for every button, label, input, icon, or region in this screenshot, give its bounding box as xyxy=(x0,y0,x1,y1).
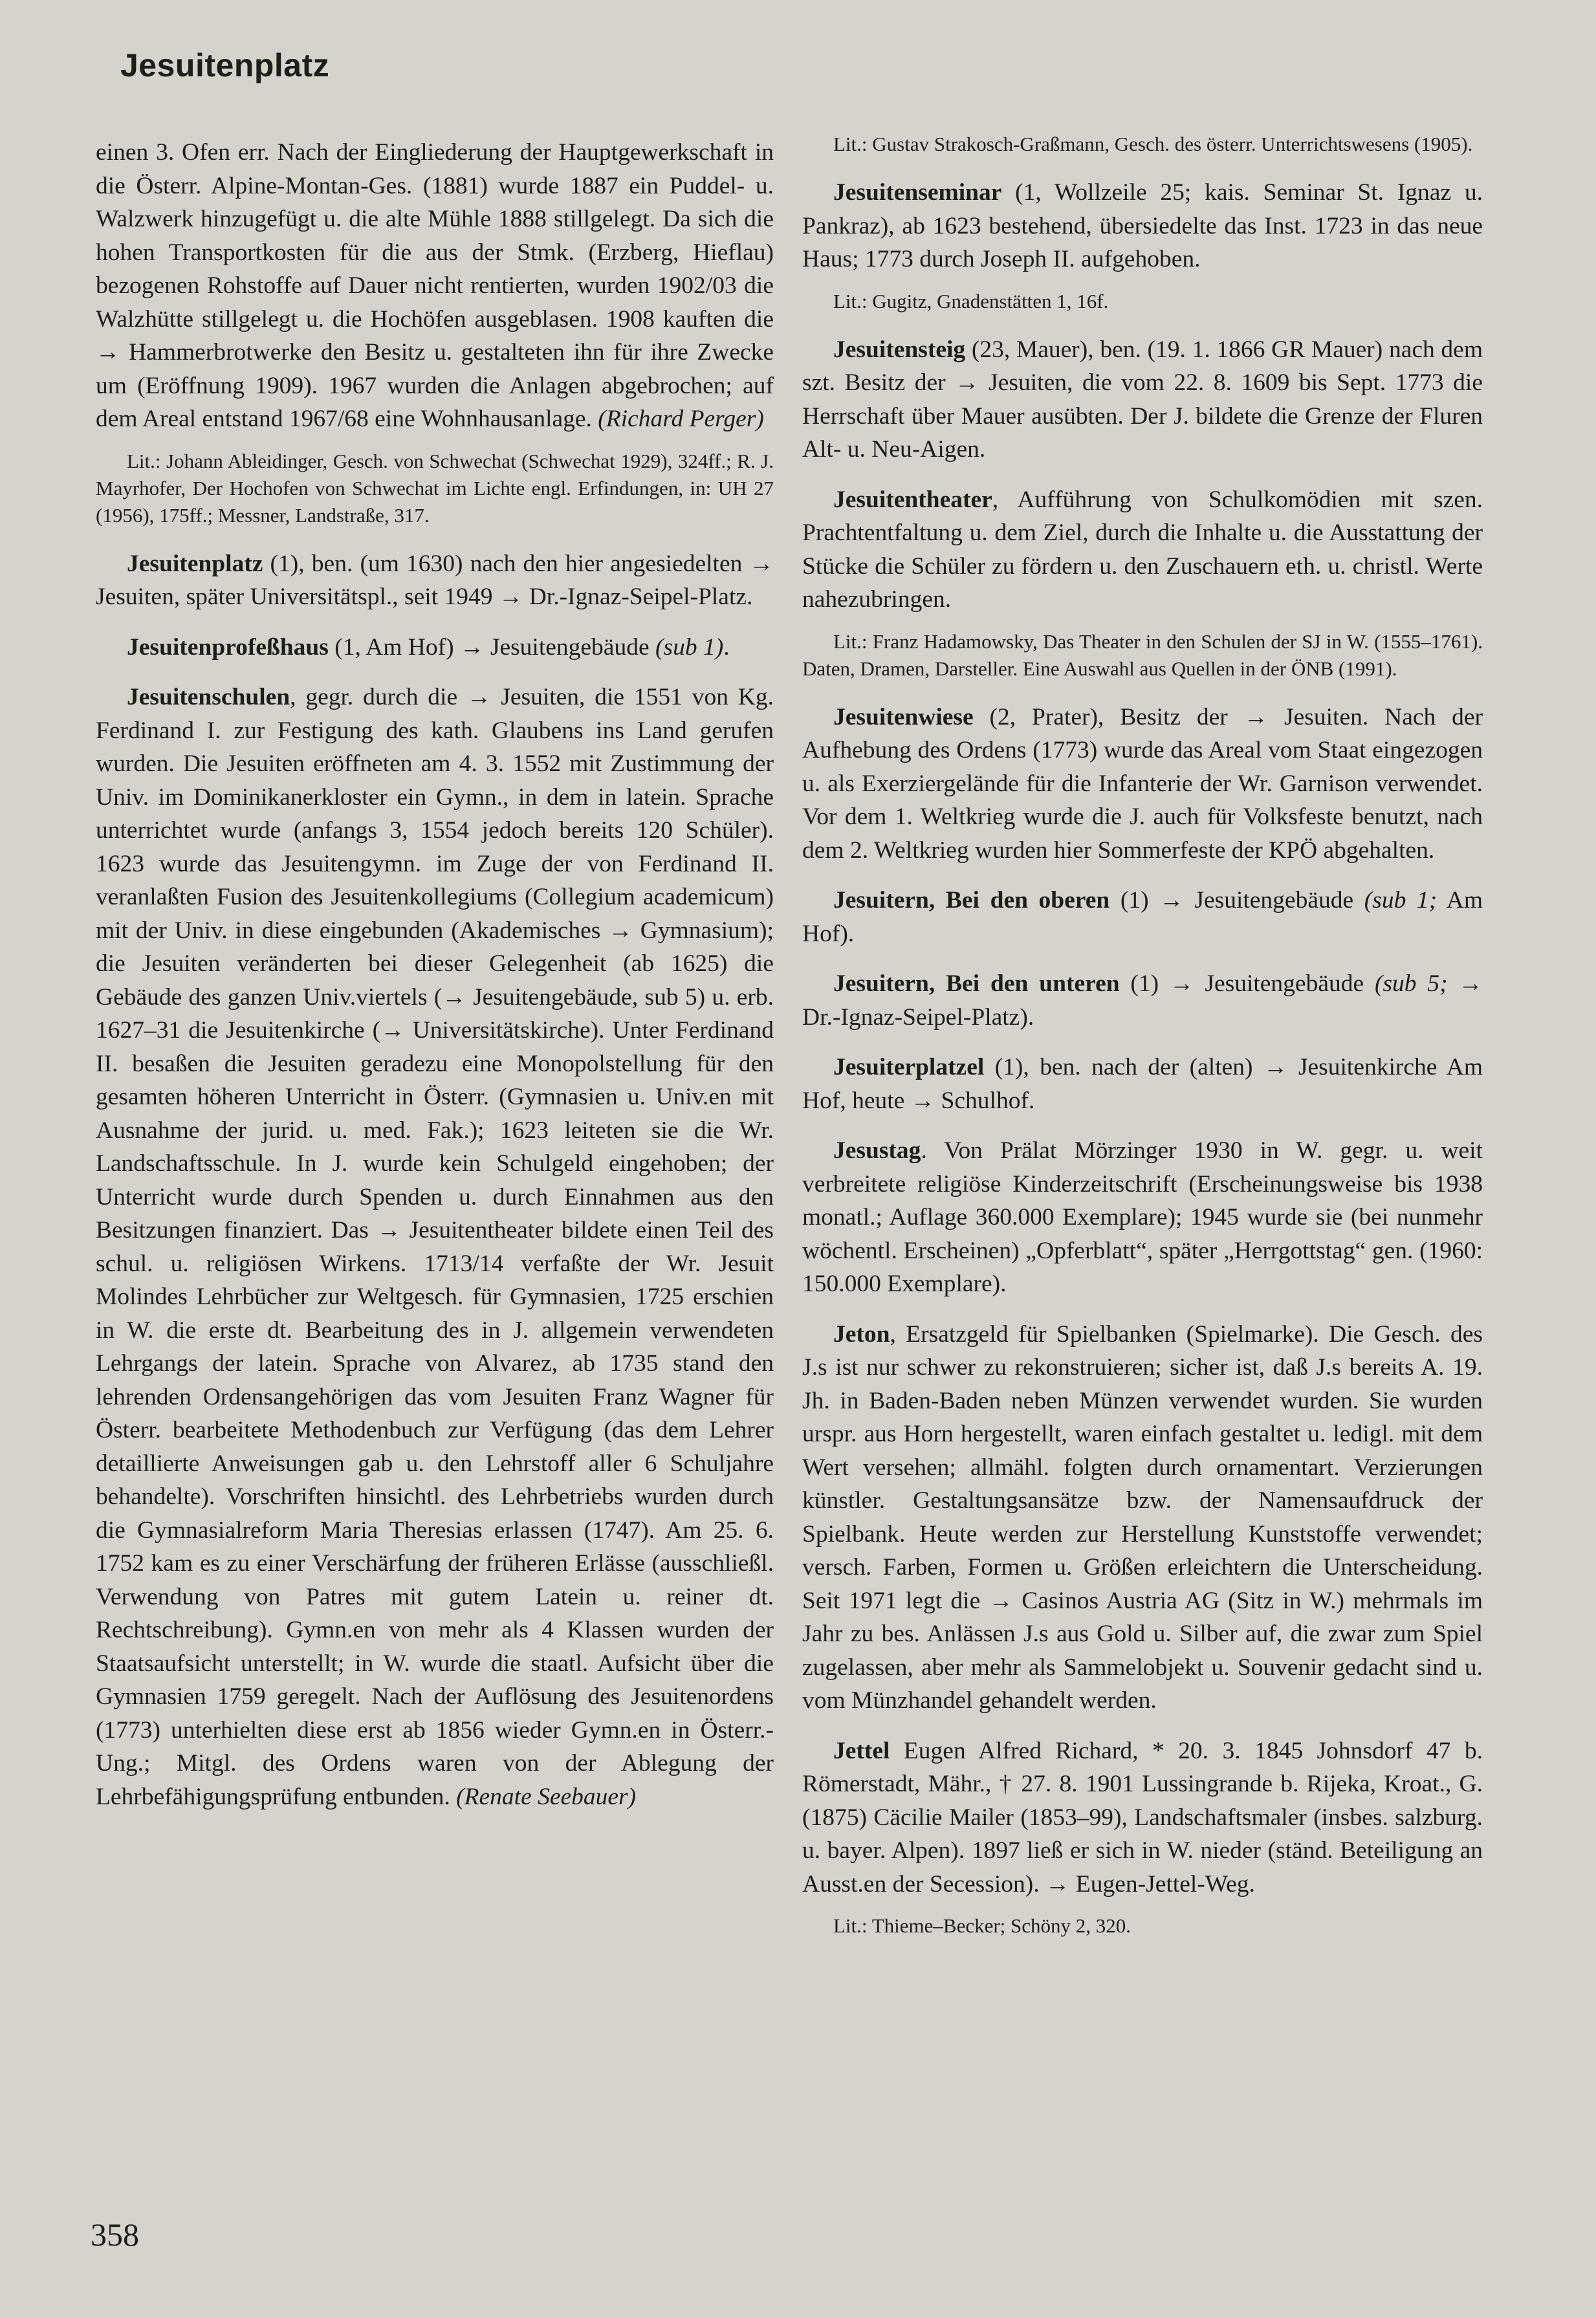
entry-text: (1, Am Hof) → Jesuitengebäude xyxy=(328,633,655,661)
entry-text: (1, Wollzeile 25; kais. Seminar St. Ignaz u. Pankraz), ab 1623 bestehend, übersiedelte das Inst. 1723 in das neue Haus; 1773 durch Joseph II. aufgehoben. xyxy=(802,179,1483,272)
entry-text: (23, Mauer), ben. (19. 1. 1866 GR Mauer) nach dem szt. Besitz der → Jesuiten, die vom 22. 8. 1609 bis Sept. 1773 die Herrschaft über Mauer ausübten. Der J. bildete die Grenze der Fluren Alt- u. Neu-Aigen. xyxy=(802,336,1483,463)
entry-lemma: Jesuitern, Bei den unteren xyxy=(833,970,1120,997)
entry-hammer_cont xyxy=(96,136,774,436)
entry-reference: (sub 1; xyxy=(1364,887,1437,913)
entry-jettel xyxy=(802,1734,1483,1901)
entry-text: , Aufführung von Schulkomödien mit szen. Prachtentfaltung u. dem Ziel, durch die Inhalte u. die Ausstattung der Stücke die Schüler zu fördern u. den Zuschauern eth. u. christl. Werte nahezubringen. xyxy=(802,486,1483,613)
entry-lemma: Jesuitern, Bei den oberen xyxy=(833,887,1110,913)
entry-author: (Renate Seebauer) xyxy=(456,1783,637,1810)
entry-lemma: Jeton xyxy=(833,1320,890,1348)
entry-text: (1) → Jesuitengebäude xyxy=(1110,887,1364,913)
entry-lemma: Jesuitenschulen xyxy=(127,684,290,710)
entry-text: , Ersatzgeld für Spielbanken (Spielmarke). Die Gesch. des J.s ist nur schwer zu rekonstruieren; sicher ist, daß J.s bereits A. 19. Jh. in Baden-Baden neben Münzen verwendet wurden. Sie wurden urspr. aus Horn hergestellt, waren einfach gestaltet u. ledigl. mit dem Wert versehen; allmähl. folgten durch ornamentart. Verzierungen künstler. Gestaltungsansätze bzw. der Namensaufdruck der Spielbank. Heute werden zur Herstellung Kunststoffe verwendet; versch. Farben, Formen u. Größen erleichtern die Unterscheidung. Seit 1971 legt die → Casinos Austria AG (Sitz in W.) mehrmals im Jahr zu bes. Anlässen J.s aus Gold u. Silber auf, die zwar zum Spiel zugelassen, aber mehr als Sammelobjekt u. Souvenir gedacht sind u. vom Münzhandel gehandelt werden. xyxy=(802,1320,1483,1714)
entry-lemma: Jesustag xyxy=(833,1137,921,1164)
literature-note: Lit.: Gugitz, Gnadenstätten 1, 16f. xyxy=(833,289,1109,312)
right-column xyxy=(802,133,1483,1958)
entry-schulen xyxy=(96,681,774,1813)
literature-note: Lit.: Gustav Strakosch-Graßmann, Gesch. des österr. Unterrichtswesens (1905). xyxy=(833,133,1473,155)
entry-oberen xyxy=(802,884,1483,950)
entry-reference: (sub 1) xyxy=(655,633,724,661)
entry-reference: (sub 5; xyxy=(1374,970,1448,997)
entry-tail: → Dr.-Ignaz-Seipel-Platz). xyxy=(802,970,1483,1031)
entry-platzel xyxy=(802,1051,1483,1117)
entry-lemma: Jettel xyxy=(833,1737,890,1764)
entry-tail: Am Hof). xyxy=(802,887,1483,947)
entry-lemma: Jesuitenprofeßhaus xyxy=(127,633,329,661)
entry-wiese xyxy=(802,701,1483,868)
entry-text: (1), ben. (um 1630) nach den hier angesiedelten → Jesuiten, später Universitätspl., seit 1949 → Dr.-Ignaz-Seipel-Platz. xyxy=(96,550,774,610)
entry-lemma: Jesuitentheater xyxy=(833,486,992,513)
entry-lemma: Jesuitenseminar xyxy=(833,179,1002,206)
entry-text: (1) → Jesuitengebäude xyxy=(1119,970,1375,997)
entry-jesuitenplatz xyxy=(96,547,774,614)
entry-jeton xyxy=(802,1318,1483,1718)
entry-text: (2, Prater), Besitz der → Jesuiten. Nach der Aufhebung des Ordens (1773) wurde das Areal vom Staat eingezogen u. als Exerziergelände für die Infanterie der Wr. Garnison verwendet. Vor dem 1. Weltkrieg wurde die J. auch für Volksfeste benutzt, nach dem 2. Weltkrieg wurden hier Sommerfeste der KPÖ abgehalten. xyxy=(802,703,1483,864)
entry-text: Eugen Alfred Richard, * 20. 3. 1845 Johnsdorf 47 b. Römerstadt, Mähr., † 27. 8. 1901 Lussingrande b. Rijeka, Kroat., G. (1875) Cäcilie Mailer (1853–99), Landschaftsmaler (insbes. salzburg. u. bayer. Alpen). 1897 ließ er sich in W. nieder (ständ. Beteiligung an Ausst.en der Secession). → Eugen-Jettel-Weg. xyxy=(802,1737,1483,1897)
left-column xyxy=(96,136,774,1830)
entry-theater xyxy=(802,483,1483,617)
entry-profess xyxy=(96,631,774,664)
literature-note: Lit.: Franz Hadamowsky, Das Theater in den Schulen der SJ in W. (1555–1761). Daten, Dramen, Darsteller. Eine Auswahl aus Quellen in der ÖNB (1991). xyxy=(802,629,1483,680)
literature-note: Lit.: Johann Ableidinger, Gesch. von Schwechat (Schwechat 1929), 324ff.; R. J. Mayrhofer, Der Hochofen von Schwechat im Lichte engl. Erfindungen, in: UH 27 (1956), 175ff.; Messner, Landstraße, 317. xyxy=(96,449,774,527)
literature-note: Lit.: Thieme–Becker; Schöny 2, 320. xyxy=(833,1914,1131,1937)
entry-seminar xyxy=(802,176,1483,276)
entry-text: einen 3. Ofen err. Nach der Eingliederung der Hauptgewerkschaft in die Österr. Alpine-Montan-Ges. (1881) wurde 1887 ein Puddel- u. Walzwerk hinzugefügt u. die alte Mühle 1888 stillgelegt. Da sich die hohen Transportkosten für die aus der Stmk. (Erzberg, Hieflau) bezogenen Rohstoffe auf Dauer nicht rentierten, wurden 1902/03 die Walzhütte stillgelegt u. die Hochöfen ausgeblasen. 1908 kauften die → Hammerbrotwerke den Besitz u. gestalteten ihn für ihre Zwecke um (Eröffnung 1909). 1967 wurden die Anlagen abgebrochen; auf dem Areal entstand 1967/68 eine Wohnhausanlage. xyxy=(96,139,774,432)
entry-text: . Von Prälat Mörzinger 1930 in W. gegr. u. weit verbreitete religiöse Kinderzeitschrift (Erscheinungsweise bis 1938 monatl.; Auflage 360.000 Exemplare); 1945 wurde sie (bei nunmehr wöchentl. Erscheinen) „Opferblatt“, später „Herrgottstag“ gen. (1960: 150.000 Exemplare). xyxy=(802,1137,1483,1297)
entry-unteren xyxy=(802,967,1483,1034)
entry-lemma: Jesuitensteig xyxy=(833,336,966,363)
running-head: Jesuitenplatz xyxy=(120,47,330,83)
entry-jesustag xyxy=(802,1134,1483,1301)
entry-steig xyxy=(802,333,1483,466)
page-number: 358 xyxy=(91,2216,139,2253)
entry-text: (1), ben. nach der (alten) → Jesuitenkirche Am Hof, heute → Schulhof. xyxy=(802,1054,1483,1114)
entry-text: , gegr. durch die → Jesuiten, die 1551 von Kg. Ferdinand I. zur Festigung des kath. Glaubens ins Land gerufen wurden. Die Jesuiten eröffneten am 4. 3. 1552 mit Zustimmung der Univ. im Dominikanerkloster ein Gymn., in dem in latein. Sprache unterrichtet wurde (anfangs 3, 1554 jedoch bereits 120 Schüler). 1623 wurde das Jesuitengymn. im Zuge der von Ferdinand II. veranlaßten Fusion des Jesuitenkollegiums (Collegium academicum) mit der Univ. in diese eingebunden (Akademisches → Gymnasium); die Jesuiten veränderten bei dieser Gelegenheit (ab 1625) die Gebäude des ganzen Univ.viertels (→ Jesuitengebäude, sub 5) u. erb. 1627–31 die Jesuitenkirche (→ Universitätskirche). Unter Ferdinand II. besaßen die Jesuiten geradezu eine Monopolstellung für den gesamten höheren Unterricht in Österr. (Gymnasien u. Univ.en mit Ausnahme der jurid. u. med. Fak.); 1623 leiteten sie die Wr. Landschaftsschule. In J. wurde kein Schulgeld eingehoben; der Unterricht wurde durch Spenden u. durch Einnahmen aus den Besitzungen finanziert. Das → Jesuitentheater bildete einen Teil des schul. u. religiösen Wirkens. 1713/14 verfaßte der Wr. Jesuit Molindes Lehrbücher zur Weltgesch. für Gymnasien, 1725 erschien in W. die erste dt. Bearbeitung des in J. allgemein verwendeten Lehrgangs der latein. Sprache von Alvarez, ab 1735 stand den lehrenden Ordensangehörigen das vom Jesuiten Franz Wagner für Österr. bearbeitete Methodenbuch zur Verfügung (das dem Lehrer detaillierte Anweisungen gab u. den Lehrstoff aller 6 Schuljahre behandelte). Vorschriften hinsichtl. des Lehrbetriebs wurden durch die Gymnasialreform Maria Theresias erlassen (1747). Am 25. 6. 1752 kam es zu einer Verschärfung der früheren Erlässe (ausschließl. Verwendung von Patres mit gutem Latein u. reiner dt. Rechtschreibung). Gymn.en von mehr als 4 Klassen wurden der Staatsaufsicht unterstellt; in W. wurde die staatl. Aufsicht über die Gymnasien 1759 geregelt. Nach der Auflösung des Jesuitenordens (1773) unterhielten diese erst ab 1856 wieder Gymn.en in Österr.-Ung.; Mitgl. des Ordens waren von der Ablegung der Lehrbefähigungsprüfung entbunden. xyxy=(96,684,774,1810)
entry-lemma: Jesuitenplatz xyxy=(127,550,263,577)
entry-tail: . xyxy=(723,633,730,661)
entry-lemma: Jesuiterplatzel xyxy=(833,1054,985,1080)
entry-author: (Richard Perger) xyxy=(598,406,764,432)
entry-lemma: Jesuitenwiese xyxy=(833,703,974,730)
